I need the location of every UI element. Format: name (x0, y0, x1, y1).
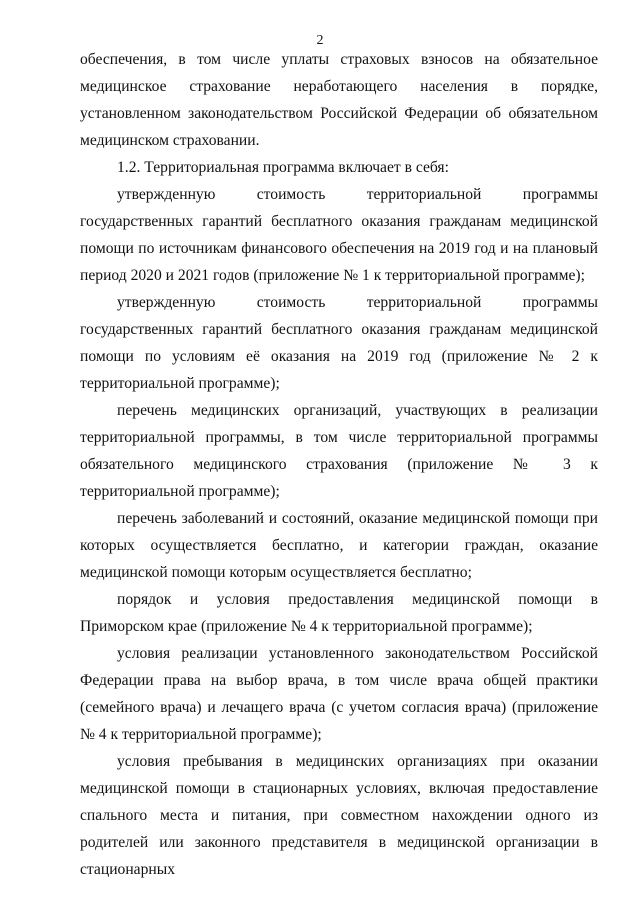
document-body (80, 46, 598, 883)
paragraph-continuation: обеспечения, в том числе уплаты страховых взносов на обязательное медицинское страхование неработающего населения в порядке, установленном законодательством Российской Федерации об обязательном медицинском страховании. (80, 51, 598, 149)
paragraph-item: перечень заболеваний и состояний, оказание медицинской помощи при которых осуществляется бесплатно, и категории граждан, оказание медицинской помощи которым осуществляется бесплатно; (80, 510, 598, 581)
paragraph-item: перечень медицинских организаций, участвующих в реализации территориальной программы, в том числе территориальной программы обязательного медицинского страхования (приложение № 3 к территориальной программе); (80, 402, 598, 500)
paragraph-item: условия пребывания в медицинских организациях при оказании медицинской помощи в стационарных условиях, включая предоставление спального места и питания, при совместном нахождении одного из родителей или законного представителя в медицинской организации в стационарных (80, 753, 598, 878)
paragraph-item: утвержденную стоимость территориальной программы государственных гарантий бесплатного оказания гражданам медицинской помощи по условиям её оказания на 2019 год (приложение № 2 к территориальной программе); (80, 294, 598, 392)
paragraph-item: условия реализации установленного законодательством Российской Федерации права на выбор врача, в том числе врача общей практики (семейного врача) и лечащего врача (с учетом согласия врача) (приложение № 4 к территориальной программе); (80, 645, 598, 743)
paragraph-section-heading: 1.2. Территориальная программа включает в себя: (117, 159, 449, 176)
page-number: 2 (316, 33, 324, 48)
paragraph-item: порядок и условия предоставления медицинской помощи в Приморском крае (приложение № 4 к территориальной программе); (80, 591, 598, 635)
paragraph-item: утвержденную стоимость территориальной программы государственных гарантий бесплатного оказания гражданам медицинской помощи по источникам финансового обеспечения на 2019 год и на плановый период 2020 и 2021 годов (приложение № 1 к территориальной программе); (80, 186, 598, 284)
